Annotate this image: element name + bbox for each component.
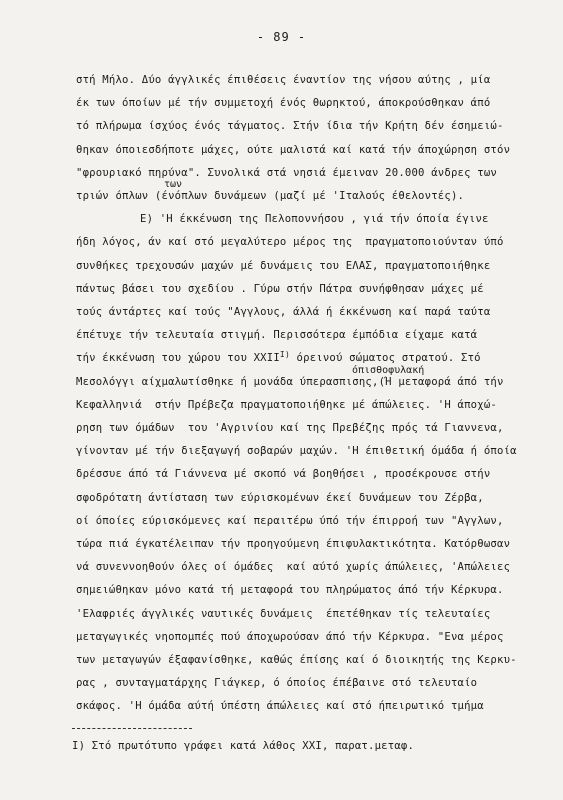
text-line: έκ των όποίων μέ τήν συμμετοχή ένός θωρηκτού, άποκρούσθηκαν άπό (76, 97, 491, 110)
footnote: I) Στό πρωτότυπο γράφει κατά λάθος XXI, παρατ.μεταφ. (72, 739, 415, 752)
text-line: τό πλήρωμα ίσχύος ένός τάγματος. Στήν ίδια τήν Κρήτη δέν έσημειώ- (76, 120, 504, 133)
text-line: των μεταγωγών έξαφανίσθηκε, καθώς έπίσης καί ό διοικητής της Κερκυ- (76, 654, 517, 666)
text-line: Ε) 'Η έκκένωση της Πελοποννήσου , γιά τήν όποία έγινε (140, 213, 489, 226)
text-line: "φρουριακό πηρύνα". Συνολικά στά νησιά έμειναν 20.000 άνδρες των (76, 166, 497, 179)
text-line: έπέτυχε τήν τελευταία στιγμή. Περισσότερα έμπόδια είχαμε κατά (76, 329, 478, 342)
text-line: σφοδρότατη άντίσταση των εύρισκομένων έκεί δυνάμεων του Ζέρβα, (76, 491, 484, 504)
text-line: Μεσολόγγι αίχμαλωτίσθηκε ή μονάδα ύπερασπισης,(Ή μεταφορά άπό τήν (76, 375, 504, 388)
text-line: τώρα πιά έγκατέλειπαν τήν προηγούμενη έπιφυλακτικότητα. Κατόρθωσαν (76, 538, 511, 550)
text-line: τριών όπλων (ένόπλων δυνάμεων (μαζί μέ 'Ιταλούς έθελοντές). (76, 190, 465, 202)
text-line: Κεφαλληνιά στήν Πρέβεζα πραγματοποιήθηκε μέ άπώλειες. 'Η άποχώ- (76, 398, 497, 411)
text-line: στή Μήλο. Δύο άγγλικές έπιθέσεις έναντίον της νήσου αύτης , μία (76, 74, 491, 86)
text-line: 'Ελαφριές άγγλικές ναυτικές δυνάμεις έπετέθηκαν τίς τελευταίες (76, 607, 491, 620)
text-line: θηκαν όποιεσδήποτε μάχες, ούτε μαλιστά καί κατά τήν άποχώρηση στόν (76, 143, 511, 156)
text-line: ήδη λόγος, άν καί στό μεγαλύτερο μέρος της πραγματοποιούνταν ύπό (76, 236, 504, 249)
interlinear-insertion: των (164, 179, 183, 190)
text-line: ρας , συνταγματάρχης Γιάγκερ, ό όποίος έπέβαινε στό τελευταίο (76, 677, 478, 690)
text-line: νά συνεννοηθούν όλες οί όμάδες καί αύτό χωρίς άπώλειες, 'Απώλειες (76, 561, 511, 574)
text-line: δρέσσυε άπό τά Γιάννενα μέ σκοπό νά βοηθήσει , προσέκρουσε στήν (76, 468, 491, 481)
text-line: γίνονταν μέ τήν διεξαγωγή σοβαρών μαχών. 'Η έπιθετική όμάδα ή όποία (76, 445, 517, 458)
text-line: σκάφος. 'Η όμάδα αύτή ύπέστη άπώλειες καί στό ήπειρωτικό τμήμα (76, 700, 484, 713)
text-line: πάντως βάσει του σχεδίου . Γύρω στήν Πάτρα συνήφθησαν μάχες μέ (76, 282, 484, 295)
page-number: - 89 - (256, 30, 307, 44)
footnote-marker: I) (279, 350, 290, 360)
text-line: σημειώθηκαν μόνο κατά τή μεταφορά του πληρώματος άπό τήν Κέρκυρα. (76, 584, 504, 597)
text-segment: όρεινού σώματος στρατού. Στό (289, 352, 481, 365)
text-segment: τήν έκκένωση του χώρου του XXII (76, 352, 280, 365)
footnote-divider (72, 728, 192, 729)
text-line: συνθήκες τρεχουσών μαχών μέ δυνάμεις του ΕΛΑΣ, πραγματοποιήθηκε (76, 259, 491, 272)
text-line: ρηση των όμάδων του 'Αγρινίου καί της Πρεβέζης πρός τά Γιαννενα, (76, 422, 504, 434)
text-line: οί όποίες εύρισκόμενες καί περαιτέρω ύπό τήν έπιρροή των "Αγγλων, (76, 514, 504, 527)
text-line (76, 352, 481, 364)
text-line: τούς άντάρτες καί τούς "Αγγλους, άλλά ή έκκένωση καί παρά ταύτα (76, 306, 491, 318)
text-line: μεταγωγικές νηοπομπές πού άποχωρούσαν άπό τήν Κέρκυρα. "Ενα μέρος (76, 630, 504, 643)
interlinear-insertion: όπισθοφυλακή (352, 364, 425, 376)
